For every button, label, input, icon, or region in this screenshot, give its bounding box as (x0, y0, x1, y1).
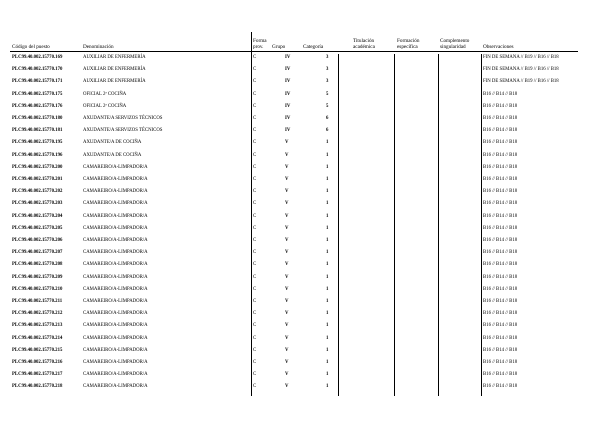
cell-observaciones: B16 // B14 // B18 (483, 189, 518, 195)
cell-forma-prov: C (253, 91, 257, 97)
cell-grupo: V (285, 311, 289, 317)
cell-categoria: 1 (326, 213, 329, 219)
table-row (0, 176, 615, 188)
cell-forma-prov: C (253, 225, 257, 231)
cell-denominacion: AUXILIAR DE ENFERMERÍA (83, 67, 146, 73)
cell-grupo: V (285, 164, 289, 170)
cell-grupo: V (285, 238, 289, 243)
cell-categoria: 1 (326, 250, 329, 256)
cell-categoria: 6 (326, 116, 329, 121)
cell-categoria: 1 (326, 360, 329, 365)
cell-observaciones: FIN DE SEMANA // B19 // B16 // B18 (483, 79, 559, 85)
cell-observaciones: B16 // B14 // B18 (483, 103, 518, 109)
cell-denominacion: AUXILIAR DE ENFERMERÍA (83, 55, 146, 60)
cell-codigo: PLC99.40.002.15770.214 (12, 335, 63, 341)
cell-observaciones: B16 // B14 // B18 (483, 286, 518, 292)
cell-denominacion: CAMAREIRO/A-LIMPADOR/A (83, 164, 148, 170)
cell-observaciones: B16 // B14 // B18 (483, 116, 518, 121)
cell-observaciones: B16 // B14 // B18 (483, 335, 518, 341)
cell-codigo: PLC99.40.002.15770.196 (12, 152, 63, 158)
cell-forma-prov: C (253, 347, 257, 353)
cell-observaciones: B16 // B14 // B18 (483, 152, 518, 158)
table-row (0, 152, 615, 164)
cell-forma-prov: C (253, 189, 257, 195)
cell-codigo: PLC99.40.002.15770.170 (12, 67, 63, 73)
cell-categoria: 1 (326, 201, 329, 207)
cell-grupo: V (285, 140, 289, 146)
cell-codigo: PLC99.40.002.15770.203 (12, 201, 63, 207)
table-row (0, 359, 615, 371)
header-complemento: Complemento singularidad (440, 38, 470, 50)
cell-observaciones: B16 // B14 // B18 (483, 250, 518, 256)
cell-observaciones: B16 // B14 // B18 (483, 177, 518, 182)
table-row (0, 371, 615, 383)
table-row (0, 335, 615, 347)
cell-categoria: 1 (326, 335, 329, 341)
cell-grupo: IV (285, 91, 291, 97)
cell-denominacion: AXUDANTE/A SERVIZOS TÉCNICOS (83, 128, 163, 134)
cell-grupo: V (285, 360, 289, 365)
cell-categoria: 1 (326, 189, 329, 195)
header-formacion: Formación específica (397, 38, 420, 50)
cell-codigo: PLC99.40.002.15770.212 (12, 311, 63, 317)
cell-grupo: V (285, 189, 289, 195)
cell-grupo: V (285, 274, 289, 280)
table-row (0, 322, 615, 334)
cell-grupo: V (285, 152, 289, 158)
cell-codigo: PLC99.40.002.15770.215 (12, 347, 63, 353)
cell-denominacion: CAMAREIRO/A-LIMPADOR/A (83, 299, 148, 304)
header-denominacion: Denominación (83, 44, 114, 50)
column-divider (481, 54, 482, 396)
cell-codigo: PLC99.40.002.15770.176 (12, 103, 63, 109)
cell-forma-prov: C (253, 140, 257, 146)
cell-forma-prov: C (253, 55, 257, 60)
cell-denominacion: CAMAREIRO/A-LIMPADOR/A (83, 274, 148, 280)
header-titulacion: Titulación académica (353, 38, 375, 50)
cell-observaciones: B16 // B14 // B18 (483, 299, 518, 304)
header-grupo: Grupo (272, 44, 286, 50)
cell-denominacion: AXUDANTE/A DE COCIÑA (83, 152, 142, 158)
cell-categoria: 1 (326, 311, 329, 317)
cell-observaciones: B16 // B14 // B18 (483, 164, 518, 170)
cell-categoria: 3 (326, 79, 329, 85)
cell-grupo: V (285, 225, 289, 231)
cell-grupo: V (285, 335, 289, 341)
cell-categoria: 1 (326, 299, 329, 304)
cell-observaciones: B16 // B14 // B18 (483, 323, 518, 329)
cell-denominacion: CAMAREIRO/A-LIMPADOR/A (83, 286, 148, 292)
column-divider (394, 54, 395, 396)
cell-grupo: IV (285, 79, 291, 85)
cell-categoria: 3 (326, 55, 329, 60)
cell-forma-prov: C (253, 335, 257, 341)
table-row (0, 298, 615, 310)
cell-forma-prov: C (253, 79, 257, 85)
table-row (0, 91, 615, 103)
table-row (0, 54, 615, 66)
cell-categoria: 1 (326, 286, 329, 292)
cell-grupo: V (285, 213, 289, 219)
cell-observaciones: B16 // B14 // B18 (483, 225, 518, 231)
cell-categoria: 1 (326, 164, 329, 170)
cell-codigo: PLC99.40.002.15770.180 (12, 116, 63, 121)
cell-categoria: 1 (326, 323, 329, 329)
cell-categoria: 1 (326, 225, 329, 231)
cell-forma-prov: C (253, 250, 257, 256)
cell-denominacion: CAMAREIRO/A-LIMPADOR/A (83, 189, 148, 195)
cell-codigo: PLC99.40.002.15770.204 (12, 213, 63, 219)
cell-forma-prov: C (253, 201, 257, 207)
cell-denominacion: CAMAREIRO/A-LIMPADOR/A (83, 323, 148, 329)
cell-forma-prov: C (253, 116, 257, 121)
cell-grupo: V (285, 384, 289, 390)
table-row (0, 200, 615, 212)
cell-forma-prov: C (253, 323, 257, 329)
cell-observaciones: B16 // B14 // B18 (483, 311, 518, 317)
cell-observaciones: B16 // B14 // B18 (483, 274, 518, 280)
cell-forma-prov: C (253, 372, 257, 378)
column-divider (338, 54, 339, 396)
table-row (0, 139, 615, 151)
cell-grupo: V (285, 286, 289, 292)
table-row (0, 383, 615, 395)
cell-codigo: PLC99.40.002.15770.213 (12, 323, 63, 329)
cell-denominacion: CAMAREIRO/A-LIMPADOR/A (83, 177, 148, 182)
cell-grupo: V (285, 177, 289, 182)
cell-categoria: 1 (326, 372, 329, 378)
cell-denominacion: CAMAREIRO/A-LIMPADOR/A (83, 262, 148, 268)
cell-codigo: PLC99.40.002.15770.211 (12, 299, 63, 304)
cell-codigo: PLC99.40.002.15770.175 (12, 91, 63, 97)
cell-codigo: PLC99.40.002.15770.207 (12, 250, 63, 256)
cell-denominacion: CAMAREIRO/A-LIMPADOR/A (83, 225, 148, 231)
cell-categoria: 1 (326, 140, 329, 146)
header-forma-prov: Forma prov. (253, 38, 267, 50)
table-row (0, 347, 615, 359)
table-row (0, 66, 615, 78)
cell-forma-prov: C (253, 274, 257, 280)
table-row (0, 78, 615, 90)
cell-codigo: PLC99.40.002.15770.201 (12, 177, 63, 182)
cell-forma-prov: C (253, 164, 257, 170)
cell-forma-prov: C (253, 177, 257, 182)
cell-categoria: 1 (326, 384, 329, 390)
cell-codigo: PLC99.40.002.15770.216 (12, 360, 63, 365)
cell-observaciones: B16 // B14 // B18 (483, 201, 518, 207)
cell-categoria: 6 (326, 128, 329, 134)
cell-observaciones: B16 // B14 // B18 (483, 238, 518, 243)
header-divider (10, 51, 578, 52)
cell-forma-prov: C (253, 103, 257, 109)
cell-codigo: PLC99.40.002.15770.202 (12, 189, 63, 195)
cell-denominacion: CAMAREIRO/A-LIMPADOR/A (83, 311, 148, 317)
cell-forma-prov: C (253, 360, 257, 365)
table-row (0, 225, 615, 237)
cell-denominacion: OFICIAL 2ª COCIÑA (83, 103, 127, 109)
cell-codigo: PLC99.40.002.15770.206 (12, 238, 63, 243)
table-row (0, 249, 615, 261)
column-divider (438, 54, 439, 396)
cell-observaciones: FIN DE SEMANA // B19 // B16 // B18 (483, 55, 559, 60)
column-divider (251, 32, 252, 396)
cell-forma-prov: C (253, 311, 257, 317)
cell-grupo: V (285, 323, 289, 329)
cell-grupo: V (285, 250, 289, 256)
cell-codigo: PLC99.40.002.15770.217 (12, 372, 63, 378)
table-row (0, 261, 615, 273)
cell-codigo: PLC99.40.002.15770.208 (12, 262, 63, 268)
cell-observaciones: B16 // B14 // B18 (483, 262, 518, 268)
cell-grupo: IV (285, 116, 291, 121)
cell-observaciones: B16 // B14 // B18 (483, 213, 518, 219)
cell-codigo: PLC99.40.002.15770.200 (12, 164, 63, 170)
cell-grupo: IV (285, 103, 291, 109)
cell-denominacion: AXUDANTE/A DE COCIÑA (83, 140, 142, 146)
cell-codigo: PLC99.40.002.15770.171 (12, 79, 63, 85)
cell-codigo: PLC99.40.002.15770.181 (12, 128, 63, 134)
cell-categoria: 1 (326, 152, 329, 158)
cell-grupo: V (285, 299, 289, 304)
cell-grupo: V (285, 372, 289, 378)
cell-denominacion: CAMAREIRO/A-LIMPADOR/A (83, 213, 148, 219)
header-observaciones: Observaciones (483, 44, 514, 50)
table-header (0, 32, 615, 50)
cell-denominacion: CAMAREIRO/A-LIMPADOR/A (83, 384, 148, 390)
cell-observaciones: B16 // B14 // B18 (483, 347, 518, 353)
cell-categoria: 1 (326, 274, 329, 280)
cell-forma-prov: C (253, 262, 257, 268)
table-row (0, 213, 615, 225)
table-row (0, 127, 615, 139)
table-row (0, 310, 615, 322)
cell-denominacion: CAMAREIRO/A-LIMPADOR/A (83, 372, 148, 378)
cell-categoria: 3 (326, 67, 329, 73)
cell-grupo: V (285, 262, 289, 268)
cell-grupo: IV (285, 67, 291, 73)
cell-codigo: PLC99.40.002.15770.169 (12, 55, 63, 60)
cell-grupo: IV (285, 55, 291, 60)
cell-observaciones: B16 // B14 // B18 (483, 91, 518, 97)
cell-denominacion: OFICIAL 2ª COCIÑA (83, 91, 127, 97)
cell-observaciones: B16 // B14 // B18 (483, 140, 518, 146)
cell-observaciones: B16 // B14 // B18 (483, 384, 518, 390)
cell-codigo: PLC99.40.002.15770.210 (12, 286, 63, 292)
cell-denominacion: AXUDANTE/A SERVIZOS TÉCNICOS (83, 116, 163, 121)
cell-codigo: PLC99.40.002.15770.205 (12, 225, 63, 231)
table-row (0, 103, 615, 115)
cell-forma-prov: C (253, 67, 257, 73)
cell-observaciones: B16 // B14 // B18 (483, 128, 518, 134)
header-codigo: Código del puesto (12, 44, 50, 50)
cell-denominacion: CAMAREIRO/A-LIMPADOR/A (83, 347, 148, 353)
cell-denominacion: CAMAREIRO/A-LIMPADOR/A (83, 201, 148, 207)
table-row (0, 115, 615, 127)
cell-observaciones: B16 // B14 // B18 (483, 360, 518, 365)
cell-forma-prov: C (253, 238, 257, 243)
header-categoria: Categoría (303, 44, 324, 50)
cell-grupo: V (285, 347, 289, 353)
cell-categoria: 5 (326, 103, 329, 109)
cell-observaciones: B16 // B14 // B18 (483, 372, 518, 378)
cell-categoria: 5 (326, 91, 329, 97)
cell-categoria: 1 (326, 347, 329, 353)
cell-observaciones: FIN DE SEMANA // B19 // B16 // B18 (483, 67, 559, 73)
table-row (0, 237, 615, 249)
cell-forma-prov: C (253, 384, 257, 390)
table-row (0, 274, 615, 286)
cell-grupo: IV (285, 128, 291, 134)
cell-forma-prov: C (253, 213, 257, 219)
cell-forma-prov: C (253, 152, 257, 158)
cell-forma-prov: C (253, 286, 257, 292)
cell-denominacion: AUXILIAR DE ENFERMERÍA (83, 79, 146, 85)
cell-categoria: 1 (326, 177, 329, 182)
cell-codigo: PLC99.40.002.15770.195 (12, 140, 63, 146)
cell-denominacion: CAMAREIRO/A-LIMPADOR/A (83, 238, 148, 243)
table-row (0, 188, 615, 200)
cell-forma-prov: C (253, 299, 257, 304)
cell-forma-prov: C (253, 128, 257, 134)
cell-codigo: PLC99.40.002.15770.209 (12, 274, 63, 280)
cell-denominacion: CAMAREIRO/A-LIMPADOR/A (83, 360, 148, 365)
table-row (0, 286, 615, 298)
cell-codigo: PLC99.40.002.15770.218 (12, 384, 63, 390)
cell-categoria: 1 (326, 262, 329, 268)
cell-categoria: 1 (326, 238, 329, 243)
cell-denominacion: CAMAREIRO/A-LIMPADOR/A (83, 335, 148, 341)
cell-denominacion: CAMAREIRO/A-LIMPADOR/A (83, 250, 148, 256)
table-row (0, 164, 615, 176)
cell-grupo: V (285, 201, 289, 207)
